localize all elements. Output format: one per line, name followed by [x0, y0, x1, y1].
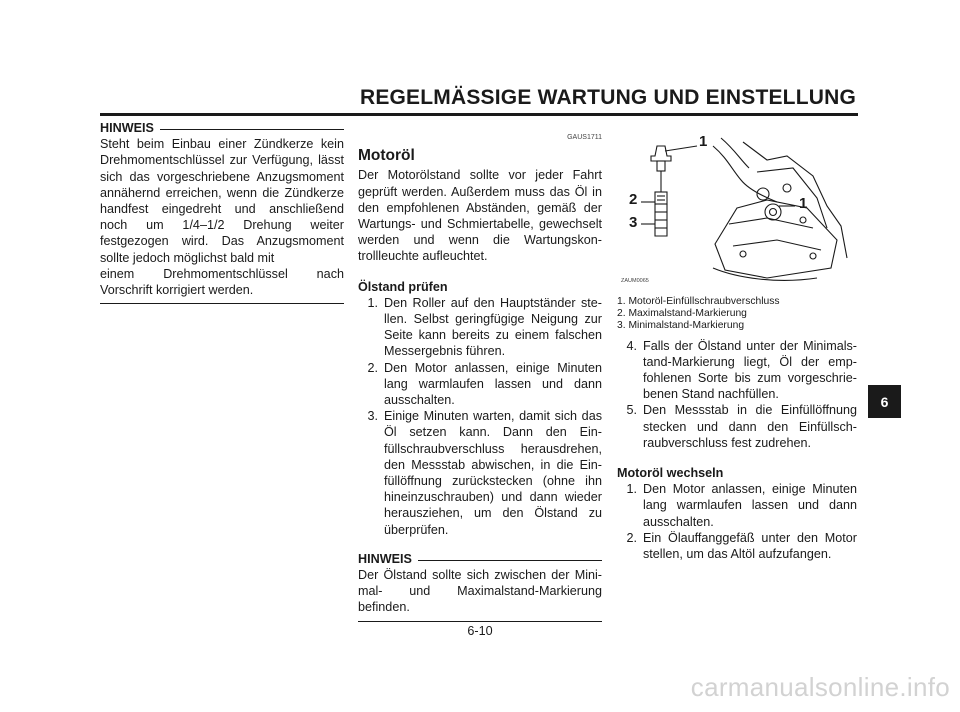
figure-legend — [617, 296, 857, 333]
check-steps-continued — [617, 338, 857, 451]
chapter-tab: 6 — [868, 385, 901, 418]
page-header-title: REGELMÄSSIGE WARTUNG UND EINSTELLUNG — [359, 86, 856, 109]
middle-column — [358, 130, 602, 622]
check-title: Ölstand prüfen — [358, 279, 448, 294]
list-item — [358, 408, 602, 538]
note-end-rule — [100, 303, 344, 304]
figure-label-1-dipstick: 1 — [699, 133, 708, 150]
step-text: Falls der Ölstand unter der Minimalstand-Markierung liegt, Öl der empfohlenen Sorte bis zum vorgeschriebenen Stand nachfüllen. — [643, 338, 857, 402]
note-body-end: befinden. — [358, 600, 410, 615]
step-number: 1. — [367, 295, 378, 310]
check-steps-list — [358, 295, 602, 538]
oil-figure — [617, 128, 857, 288]
note-end-rule — [358, 621, 602, 622]
watermark: carmanualsonline.info — [690, 672, 950, 702]
list-item — [617, 481, 857, 530]
list-item — [617, 402, 857, 451]
figure-label-3: 3 — [629, 214, 638, 231]
figure-label-2: 2 — [629, 191, 638, 208]
note-heading-rule — [418, 560, 602, 561]
note-body-end: Vorschrift korrigiert werden. — [100, 283, 254, 298]
step-text: Ein Ölauffanggefäß unter den Motor stellen, um das Altöl aufzufangen. — [643, 530, 857, 562]
figure-code: ZAUM0065 — [621, 278, 649, 284]
note-body: Steht beim Einbau einer Zündkerze kein Drehmomentschlüssel zur Verfügung, lässt sich das vorgeschriebene Anzugsmoment annähernd erreichen, wenn die Zündkerze handfest eingedreht und anschließend noch um 1/4–1/2 Drehung weiter festgezogen wird. Das Anzugsmoment sollte jedoch möglichst bald mit — [100, 137, 344, 265]
step-number: 2. — [367, 360, 378, 375]
step-text: Den Messstab in die Einfüllöffnung stecken und dann den Einfüllschraubverschluss fest zudrehen. — [643, 403, 857, 450]
step-number: 4. — [626, 338, 637, 353]
note-label: HINWEIS — [358, 551, 412, 566]
page-number: 6-10 — [467, 624, 493, 638]
figure-label-1-engine: 1 — [799, 195, 808, 212]
step-text: Einige Minuten warten, damit sich das Öl setzen kann. Dann den Einfüllschraubverschluss herausdrehen, den Messstab abwischen, in die Einfüllöffnung zurückstecken (ohne ihn hineinzuschrauben) und dann wieder herausziehen, um den Ölstand zu überprüfen. — [384, 409, 602, 537]
step-text: Den Motor anlassen, einige Minuten lang warmlaufen lassen und dann ausschalten. — [384, 360, 602, 408]
note-heading-rule — [160, 129, 344, 130]
step-number: 2. — [626, 530, 637, 545]
list-item — [617, 338, 857, 403]
step-number: 5. — [626, 403, 637, 418]
change-steps-list — [617, 481, 857, 562]
step-text: Den Roller auf den Hauptständer stellen. Selbst geringfügige Neigung zur Seite kann bereits zu einem falschen Messergebnis führen. — [384, 295, 602, 359]
note-heading — [100, 120, 344, 136]
legend-item: 2. Maximalstand-Markierung — [617, 308, 747, 320]
note-label: HINWEIS — [100, 121, 154, 135]
left-column — [100, 120, 344, 304]
legend-item: 3. Minimalstand-Markierung — [617, 320, 745, 332]
note-body: Der Ölstand sollte sich zwischen der Minimal- und Maximalstand-Markierung — [358, 568, 602, 599]
step-number: 3. — [367, 409, 378, 424]
dipstick-engine-illustration — [617, 128, 857, 288]
header-rule — [100, 113, 858, 116]
section-title: Motoröl — [358, 147, 415, 165]
note-heading — [358, 551, 602, 567]
step-text: Den Motor anlassen, einige Minuten lang warmlaufen lassen und dann ausschalten. — [643, 482, 857, 529]
list-item — [617, 530, 857, 562]
section-intro: Der Motorölstand sollte vor jeder Fahrt geprüft werden. Außerdem muss das Öl in den empfohlenen Abständen, gemäß der Wartungs- und Schmiertabelle, gewechselt werden und wenn die Wartungskontrollleuchte aufleuchtet. — [358, 168, 602, 264]
note-body-tail: einem Drehmomentschlüssel nach — [100, 266, 344, 281]
list-item — [358, 360, 602, 409]
step-number: 1. — [626, 482, 637, 497]
legend-item: 1. Motoröl-Einfüllschraubverschluss — [617, 296, 780, 307]
change-title: Motoröl wechseln — [617, 466, 724, 481]
right-column — [617, 128, 857, 562]
section-code: GAUS1711 — [567, 134, 602, 141]
list-item — [358, 295, 602, 360]
